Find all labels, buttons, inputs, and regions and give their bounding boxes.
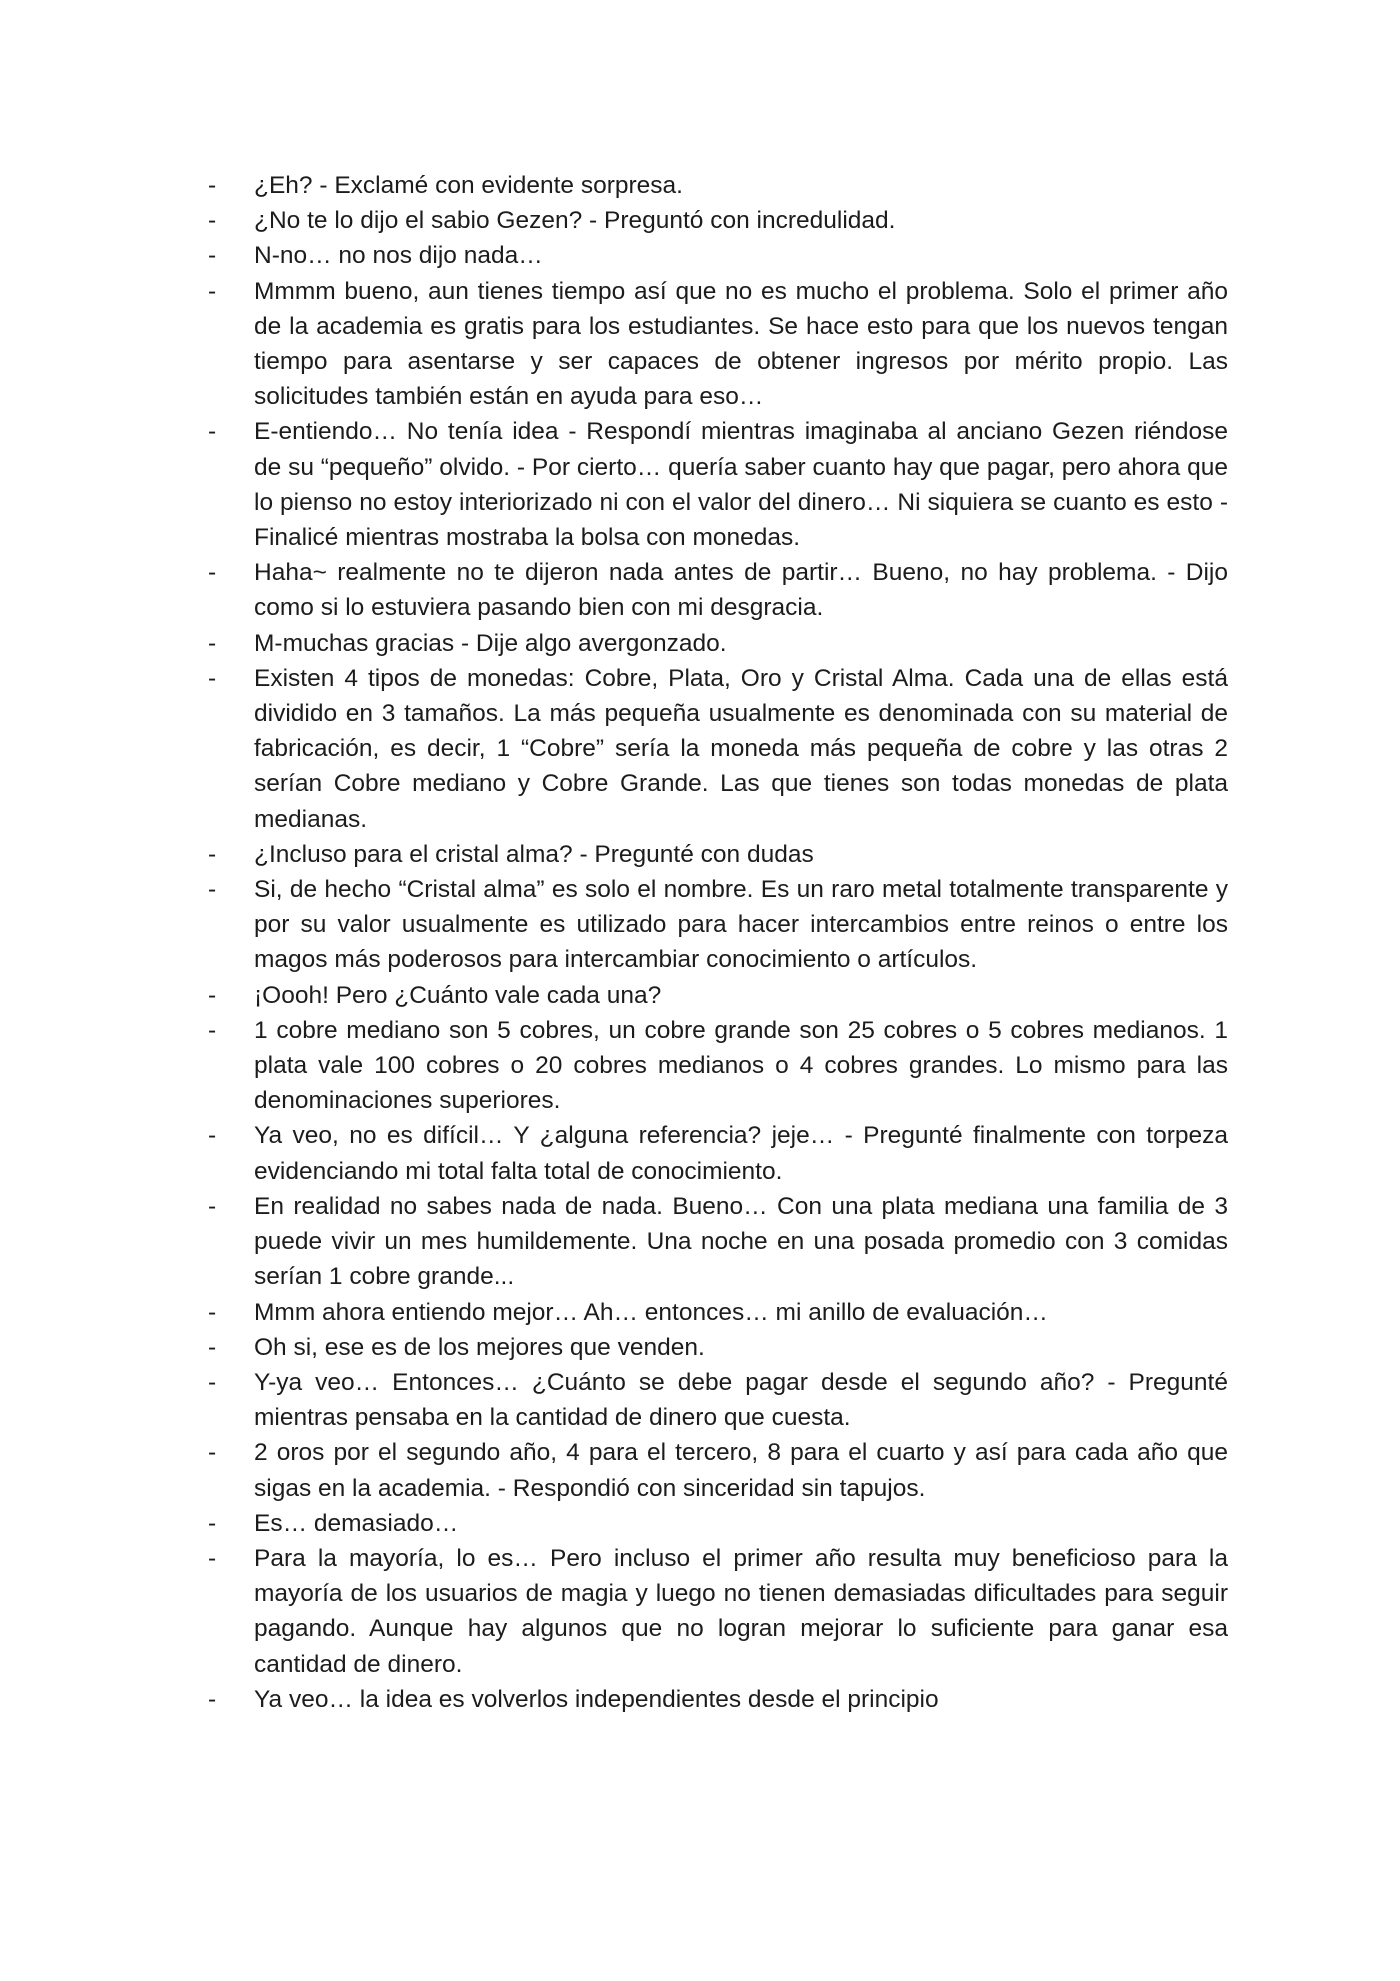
- dialogue-line: [208, 1682, 1228, 1717]
- dialogue-line: [208, 1118, 1228, 1188]
- dialogue-line: [208, 1365, 1228, 1435]
- dialogue-text: Mmmm bueno, aun tienes tiempo así que no es mucho el problema. Solo el primer año de la academia es gratis para los estudiantes. Se hace esto para que los nuevos tengan tiempo para asentarse y ser capaces de obtener ingresos por mérito propio. Las solicitudes también están en ayuda para eso…: [254, 277, 1228, 411]
- dialogue-text: Mmm ahora entiendo mejor… Ah… entonces… mi anillo de evaluación…: [254, 1298, 1048, 1326]
- dialogue-line: [208, 1435, 1228, 1505]
- dialogue-line: [208, 978, 1228, 1013]
- dialogue-line: [208, 1541, 1228, 1682]
- bullet-dash: -: [208, 418, 217, 446]
- dialogue-text: ¡Oooh! Pero ¿Cuánto vale cada una?: [254, 981, 662, 1009]
- dialogue-text: Oh si, ese es de los mejores que venden.: [254, 1333, 705, 1361]
- dialogue-text: Haha~ realmente no te dijeron nada antes de partir… Bueno, no hay problema. - Dijo como si lo estuviera pasando bien con mi desgracia.: [254, 559, 1228, 622]
- dialogue-line: [208, 626, 1228, 661]
- dialogue-line: [208, 555, 1228, 625]
- bullet-dash: -: [208, 1509, 217, 1537]
- dialogue-line: [208, 168, 1228, 203]
- dialogue-text: Y-ya veo… Entonces… ¿Cuánto se debe pagar desde el segundo año? - Pregunté mientras pensaba en la cantidad de dinero que cuesta.: [254, 1368, 1228, 1432]
- bullet-dash: -: [208, 1192, 217, 1220]
- bullet-dash: -: [208, 629, 217, 657]
- dialogue-line: [208, 1330, 1228, 1365]
- dialogue-line: [208, 661, 1228, 837]
- dialogue-text: 1 cobre mediano son 5 cobres, un cobre grande son 25 cobres o 5 cobres medianos. 1 plata vale 100 cobres o 20 cobres medianos o 4 cobres grandes. Lo mismo para las denominaciones superiores.: [254, 1016, 1228, 1115]
- bullet-dash: -: [208, 1298, 217, 1326]
- dialogue-text: Si, de hecho “Cristal alma” es solo el nombre. Es un raro metal totalmente transparente y por su valor usualmente es utilizado para hacer intercambios entre reinos o entre los magos más poderosos para intercambiar conocimiento o artículos.: [254, 876, 1228, 974]
- bullet-dash: -: [208, 876, 217, 904]
- dialogue-text: Existen 4 tipos de monedas: Cobre, Plata, Oro y Cristal Alma. Cada una de ellas está dividido en 3 tamaños. La más pequeña usualmente es denominada con su material de fabricación, es decir, 1 “Cobre” sería la moneda más pequeña de cobre y las otras 2 serían Cobre mediano y Cobre Grande. Las que tienes son todas monedas de plata medianas.: [254, 664, 1228, 833]
- dialogue-text: Ya veo… la idea es volverlos independientes desde el principio: [254, 1685, 939, 1713]
- bullet-dash: -: [208, 1544, 217, 1572]
- bullet-dash: -: [208, 559, 217, 587]
- dialogue-line: [208, 837, 1228, 872]
- bullet-dash: -: [208, 172, 217, 199]
- dialogue-text: N-no… no nos dijo nada…: [254, 242, 543, 270]
- bullet-dash: -: [208, 1333, 217, 1361]
- bullet-dash: -: [208, 1016, 217, 1044]
- bullet-dash: -: [208, 277, 217, 305]
- dialogue-text: Ya veo, no es difícil… Y ¿alguna referencia? jeje… - Pregunté finalmente con torpeza evidenciando mi total falta total de conocimiento.: [254, 1122, 1228, 1185]
- bullet-dash: -: [208, 1122, 217, 1150]
- dialogue-list: [208, 168, 1228, 1717]
- bullet-dash: -: [208, 242, 217, 270]
- bullet-dash: -: [208, 840, 217, 868]
- dialogue-text: En realidad no sabes nada de nada. Bueno… Con una plata mediana una familia de 3 puede vivir un mes humildemente. Una noche en una posada promedio con 3 comidas serían 1 cobre grande...: [254, 1192, 1228, 1291]
- bullet-dash: -: [208, 664, 217, 692]
- dialogue-text: Es… demasiado…: [254, 1509, 459, 1537]
- dialogue-line: [208, 1189, 1228, 1295]
- dialogue-text: 2 oros por el segundo año, 4 para el tercero, 8 para el cuarto y así para cada año que sigas en la academia. - Respondió con sinceridad sin tapujos.: [254, 1439, 1228, 1502]
- dialogue-line: [208, 274, 1228, 415]
- dialogue-text: M-muchas gracias - Dije algo avergonzado.: [254, 629, 727, 657]
- dialogue-text: Para la mayoría, lo es… Pero incluso el primer año resulta muy beneficioso para la mayoría de los usuarios de magia y luego no tienen demasiadas dificultades para seguir pagando. Aunque hay algunos que no logran mejorar lo suficiente para ganar esa cantidad de dinero.: [254, 1544, 1228, 1678]
- dialogue-line: [208, 872, 1228, 978]
- dialogue-line: [208, 238, 1228, 273]
- dialogue-line: [208, 414, 1228, 555]
- dialogue-text: E-entiendo… No tenía idea - Respondí mientras imaginaba al anciano Gezen riéndose de su “pequeño” olvido. - Por cierto… quería saber cuanto hay que pagar, pero ahora que lo pienso no estoy interiorizado ni con el valor del dinero… Ni siquiera se cuanto es esto - Finalicé mientras mostraba la bolsa con monedas.: [254, 418, 1228, 552]
- dialogue-text: ¿No te lo dijo el sabio Gezen? - Preguntó con incredulidad.: [254, 207, 896, 235]
- dialogue-line: [208, 203, 1228, 238]
- dialogue-line: [208, 1295, 1228, 1330]
- bullet-dash: -: [208, 1368, 217, 1396]
- dialogue-text: ¿Incluso para el cristal alma? - Pregunté con dudas: [254, 840, 814, 868]
- dialogue-line: [208, 1013, 1228, 1119]
- bullet-dash: -: [208, 981, 217, 1009]
- bullet-dash: -: [208, 1685, 217, 1713]
- dialogue-line: [208, 1506, 1228, 1541]
- bullet-dash: -: [208, 207, 217, 235]
- dialogue-text: ¿Eh? - Exclamé con evidente sorpresa.: [254, 172, 683, 199]
- bullet-dash: -: [208, 1439, 217, 1467]
